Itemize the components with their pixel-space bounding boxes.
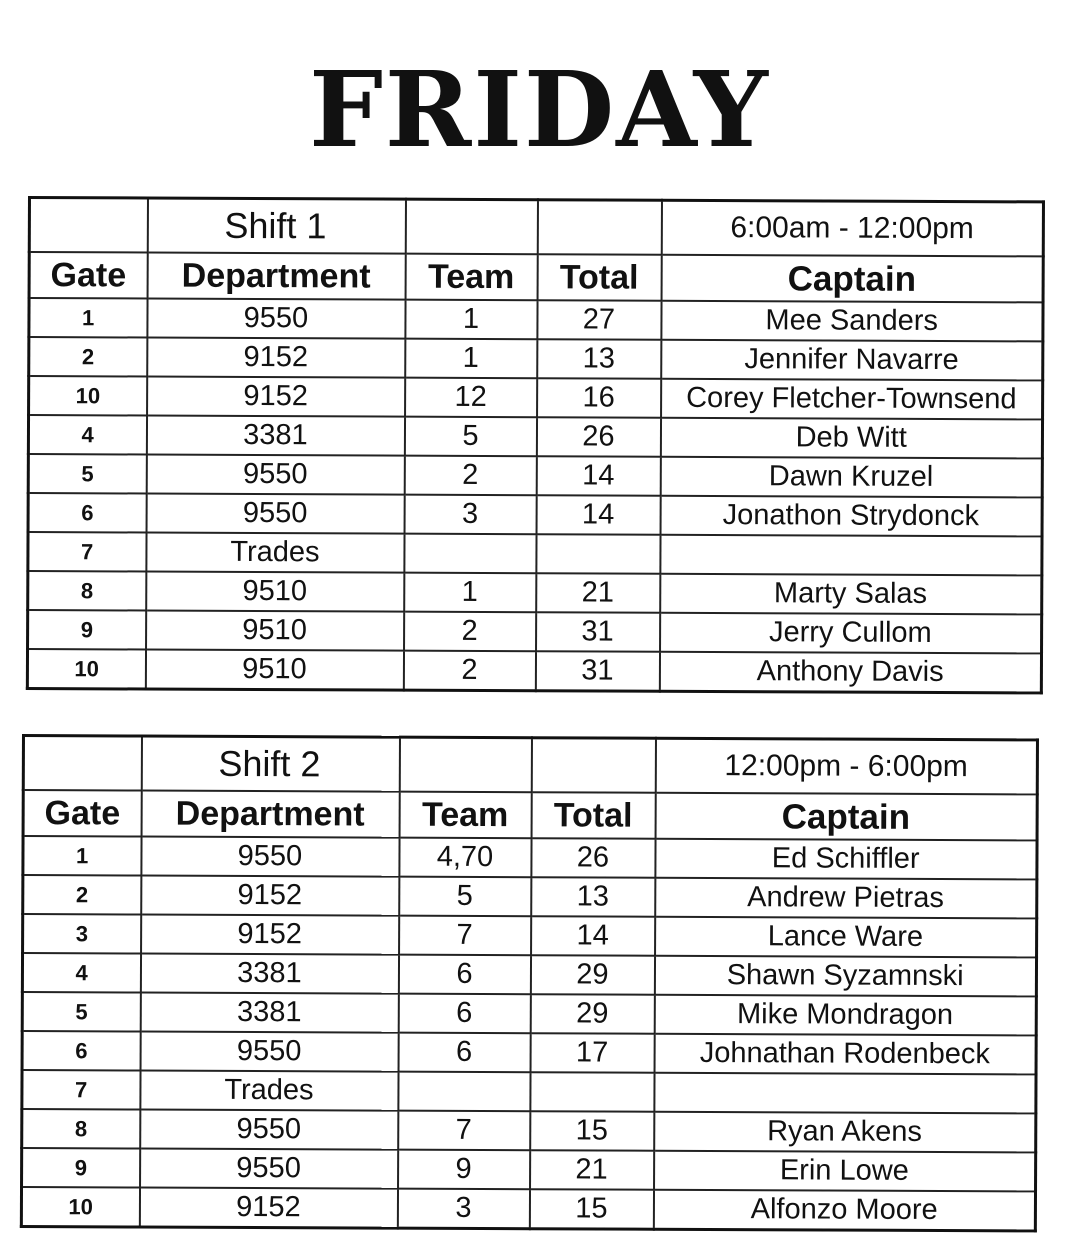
column-header-team: Team (399, 792, 531, 839)
department-cell: 9152 (147, 338, 405, 378)
column-header-team: Team (405, 254, 537, 301)
column-header-gate: Gate (23, 790, 141, 837)
captain-cell: Ryan Akens (654, 1112, 1036, 1153)
table-row (27, 649, 1041, 693)
team-cell: 1 (405, 339, 537, 379)
column-header-captain: Captain (655, 793, 1037, 841)
gate-cell: 4 (22, 953, 140, 993)
table-row (23, 914, 1037, 957)
empty-cell (537, 200, 661, 255)
total-cell: 15 (530, 1111, 654, 1151)
department-cell: 3381 (140, 954, 398, 994)
gate-cell: 9 (28, 610, 146, 650)
team-cell: 6 (398, 994, 530, 1034)
shift-label: Shift 2 (141, 736, 399, 792)
shift-label: Shift 1 (147, 198, 405, 254)
shift-1-table (26, 196, 1045, 694)
table-row (22, 1031, 1036, 1074)
captain-cell: Dawn Kruzel (660, 457, 1042, 498)
department-cell: 9550 (147, 299, 405, 339)
total-cell: 15 (529, 1189, 653, 1229)
column-header-department: Department (147, 253, 405, 300)
gate-cell: 10 (27, 649, 145, 689)
empty-cell (23, 736, 141, 791)
table-row (22, 1109, 1036, 1152)
column-header-total: Total (537, 254, 661, 301)
total-cell: 14 (536, 456, 660, 496)
captain-cell: Andrew Pietras (655, 878, 1037, 919)
gate-cell: 5 (22, 992, 140, 1032)
department-cell: 9550 (140, 1032, 398, 1072)
team-cell: 1 (405, 300, 537, 340)
gate-cell: 2 (23, 875, 141, 915)
team-cell: 6 (398, 955, 530, 995)
table-row (29, 376, 1043, 419)
table-row (28, 493, 1042, 536)
total-cell: 31 (535, 651, 659, 691)
department-cell: 9550 (141, 837, 399, 877)
table-row (29, 337, 1043, 380)
captain-cell: Jennifer Navarre (661, 340, 1043, 381)
column-header-gate: Gate (29, 252, 147, 299)
column-header-total: Total (531, 792, 655, 839)
captain-cell: Shawn Syzamnski (654, 956, 1036, 997)
team-cell: 6 (398, 1033, 530, 1073)
department-cell: 9152 (139, 1188, 397, 1229)
shift-time: 12:00pm - 6:00pm (655, 738, 1037, 794)
team-cell: 3 (404, 495, 536, 535)
gate-cell: 9 (22, 1148, 140, 1188)
column-header-department: Department (141, 791, 399, 838)
department-cell: 9510 (146, 572, 404, 612)
team-cell: 4,70 (399, 838, 531, 878)
team-cell: 3 (397, 1189, 529, 1229)
table-row (28, 532, 1042, 575)
gate-cell: 8 (28, 571, 146, 611)
table-row (23, 875, 1037, 918)
captain-cell: Erin Lowe (654, 1151, 1036, 1192)
shift-time: 6:00am - 12:00pm (661, 200, 1043, 256)
team-cell: 2 (403, 651, 535, 691)
total-cell: 21 (530, 1150, 654, 1190)
total-cell: 16 (537, 378, 661, 418)
table-row (28, 454, 1042, 497)
captain-cell: Anthony Davis (659, 652, 1041, 693)
total-cell: 14 (536, 495, 660, 535)
team-cell: 12 (405, 378, 537, 418)
captain-cell (654, 1073, 1036, 1114)
total-cell: 26 (531, 838, 655, 878)
gate-cell: 1 (29, 298, 147, 338)
empty-cell (29, 198, 147, 253)
department-cell: 3381 (146, 416, 404, 456)
team-cell: 5 (399, 877, 531, 917)
department-cell: 9550 (146, 494, 404, 534)
captain-cell: Alfonzo Moore (653, 1190, 1035, 1231)
total-cell: 26 (536, 417, 660, 457)
total-cell: 14 (531, 916, 655, 956)
team-cell: 5 (404, 417, 536, 457)
gate-cell: 4 (28, 415, 146, 455)
captain-cell: Deb Witt (660, 418, 1042, 459)
table-row (28, 610, 1042, 653)
gate-cell: 8 (22, 1109, 140, 1149)
team-cell: 1 (404, 573, 536, 613)
table-row (28, 415, 1042, 458)
total-cell: 29 (530, 994, 654, 1034)
department-cell: Trades (146, 533, 404, 573)
total-cell: 21 (536, 573, 660, 613)
captain-cell: Johnathan Rodenbeck (654, 1034, 1036, 1075)
department-cell: 9510 (146, 611, 404, 651)
total-cell: 13 (537, 339, 661, 379)
table-row (22, 1070, 1036, 1113)
gate-cell: 10 (21, 1187, 139, 1227)
department-cell: 9152 (141, 876, 399, 916)
empty-cell (405, 199, 537, 254)
total-cell: 31 (536, 612, 660, 652)
gate-cell: 2 (29, 337, 147, 377)
department-cell: 9510 (145, 650, 403, 691)
table-row (23, 836, 1037, 879)
department-cell: 9152 (141, 915, 399, 955)
total-cell: 13 (531, 877, 655, 917)
captain-cell: Jonathon Strydonck (660, 496, 1042, 537)
gate-cell: 3 (23, 914, 141, 954)
captain-cell: Mee Sanders (661, 301, 1043, 342)
page-title: FRIDAY (309, 48, 770, 171)
empty-cell (399, 737, 531, 792)
gate-cell: 6 (22, 1031, 140, 1071)
department-cell: 9550 (140, 1110, 398, 1150)
table-row (22, 992, 1036, 1035)
team-cell (404, 534, 536, 574)
gate-cell: 5 (28, 454, 146, 494)
team-cell: 9 (398, 1150, 530, 1190)
table-row (21, 1187, 1035, 1231)
team-cell (398, 1072, 530, 1112)
team-cell: 7 (398, 1111, 530, 1151)
team-cell: 7 (399, 916, 531, 956)
captain-cell: Marty Salas (660, 574, 1042, 615)
table-row (22, 1148, 1036, 1191)
captain-cell: Jerry Cullom (660, 613, 1042, 654)
team-cell: 2 (404, 456, 536, 496)
captain-cell: Ed Schiffler (655, 839, 1037, 880)
captain-cell: Mike Mondragon (654, 995, 1036, 1036)
department-cell: 3381 (140, 993, 398, 1033)
department-cell: Trades (140, 1071, 398, 1111)
total-cell: 27 (537, 300, 661, 340)
gate-cell: 1 (23, 836, 141, 876)
department-cell: 9550 (140, 1149, 398, 1189)
gate-cell: 10 (29, 376, 147, 416)
table-row (22, 953, 1036, 996)
empty-cell (531, 738, 655, 793)
captain-cell: Lance Ware (655, 917, 1037, 958)
total-cell: 29 (530, 955, 654, 995)
total-cell (536, 534, 660, 574)
team-cell: 2 (404, 612, 536, 652)
table-row (29, 298, 1043, 341)
gate-cell: 6 (28, 493, 146, 533)
column-header-captain: Captain (661, 255, 1043, 303)
gate-cell: 7 (28, 532, 146, 572)
captain-cell (660, 535, 1042, 576)
table-row (28, 571, 1042, 614)
department-cell: 9152 (147, 377, 405, 417)
gate-cell: 7 (22, 1070, 140, 1110)
total-cell: 17 (530, 1033, 654, 1073)
shift-2-table (20, 734, 1039, 1232)
captain-cell: Corey Fletcher-Townsend (661, 379, 1043, 420)
department-cell: 9550 (146, 455, 404, 495)
total-cell (530, 1072, 654, 1112)
